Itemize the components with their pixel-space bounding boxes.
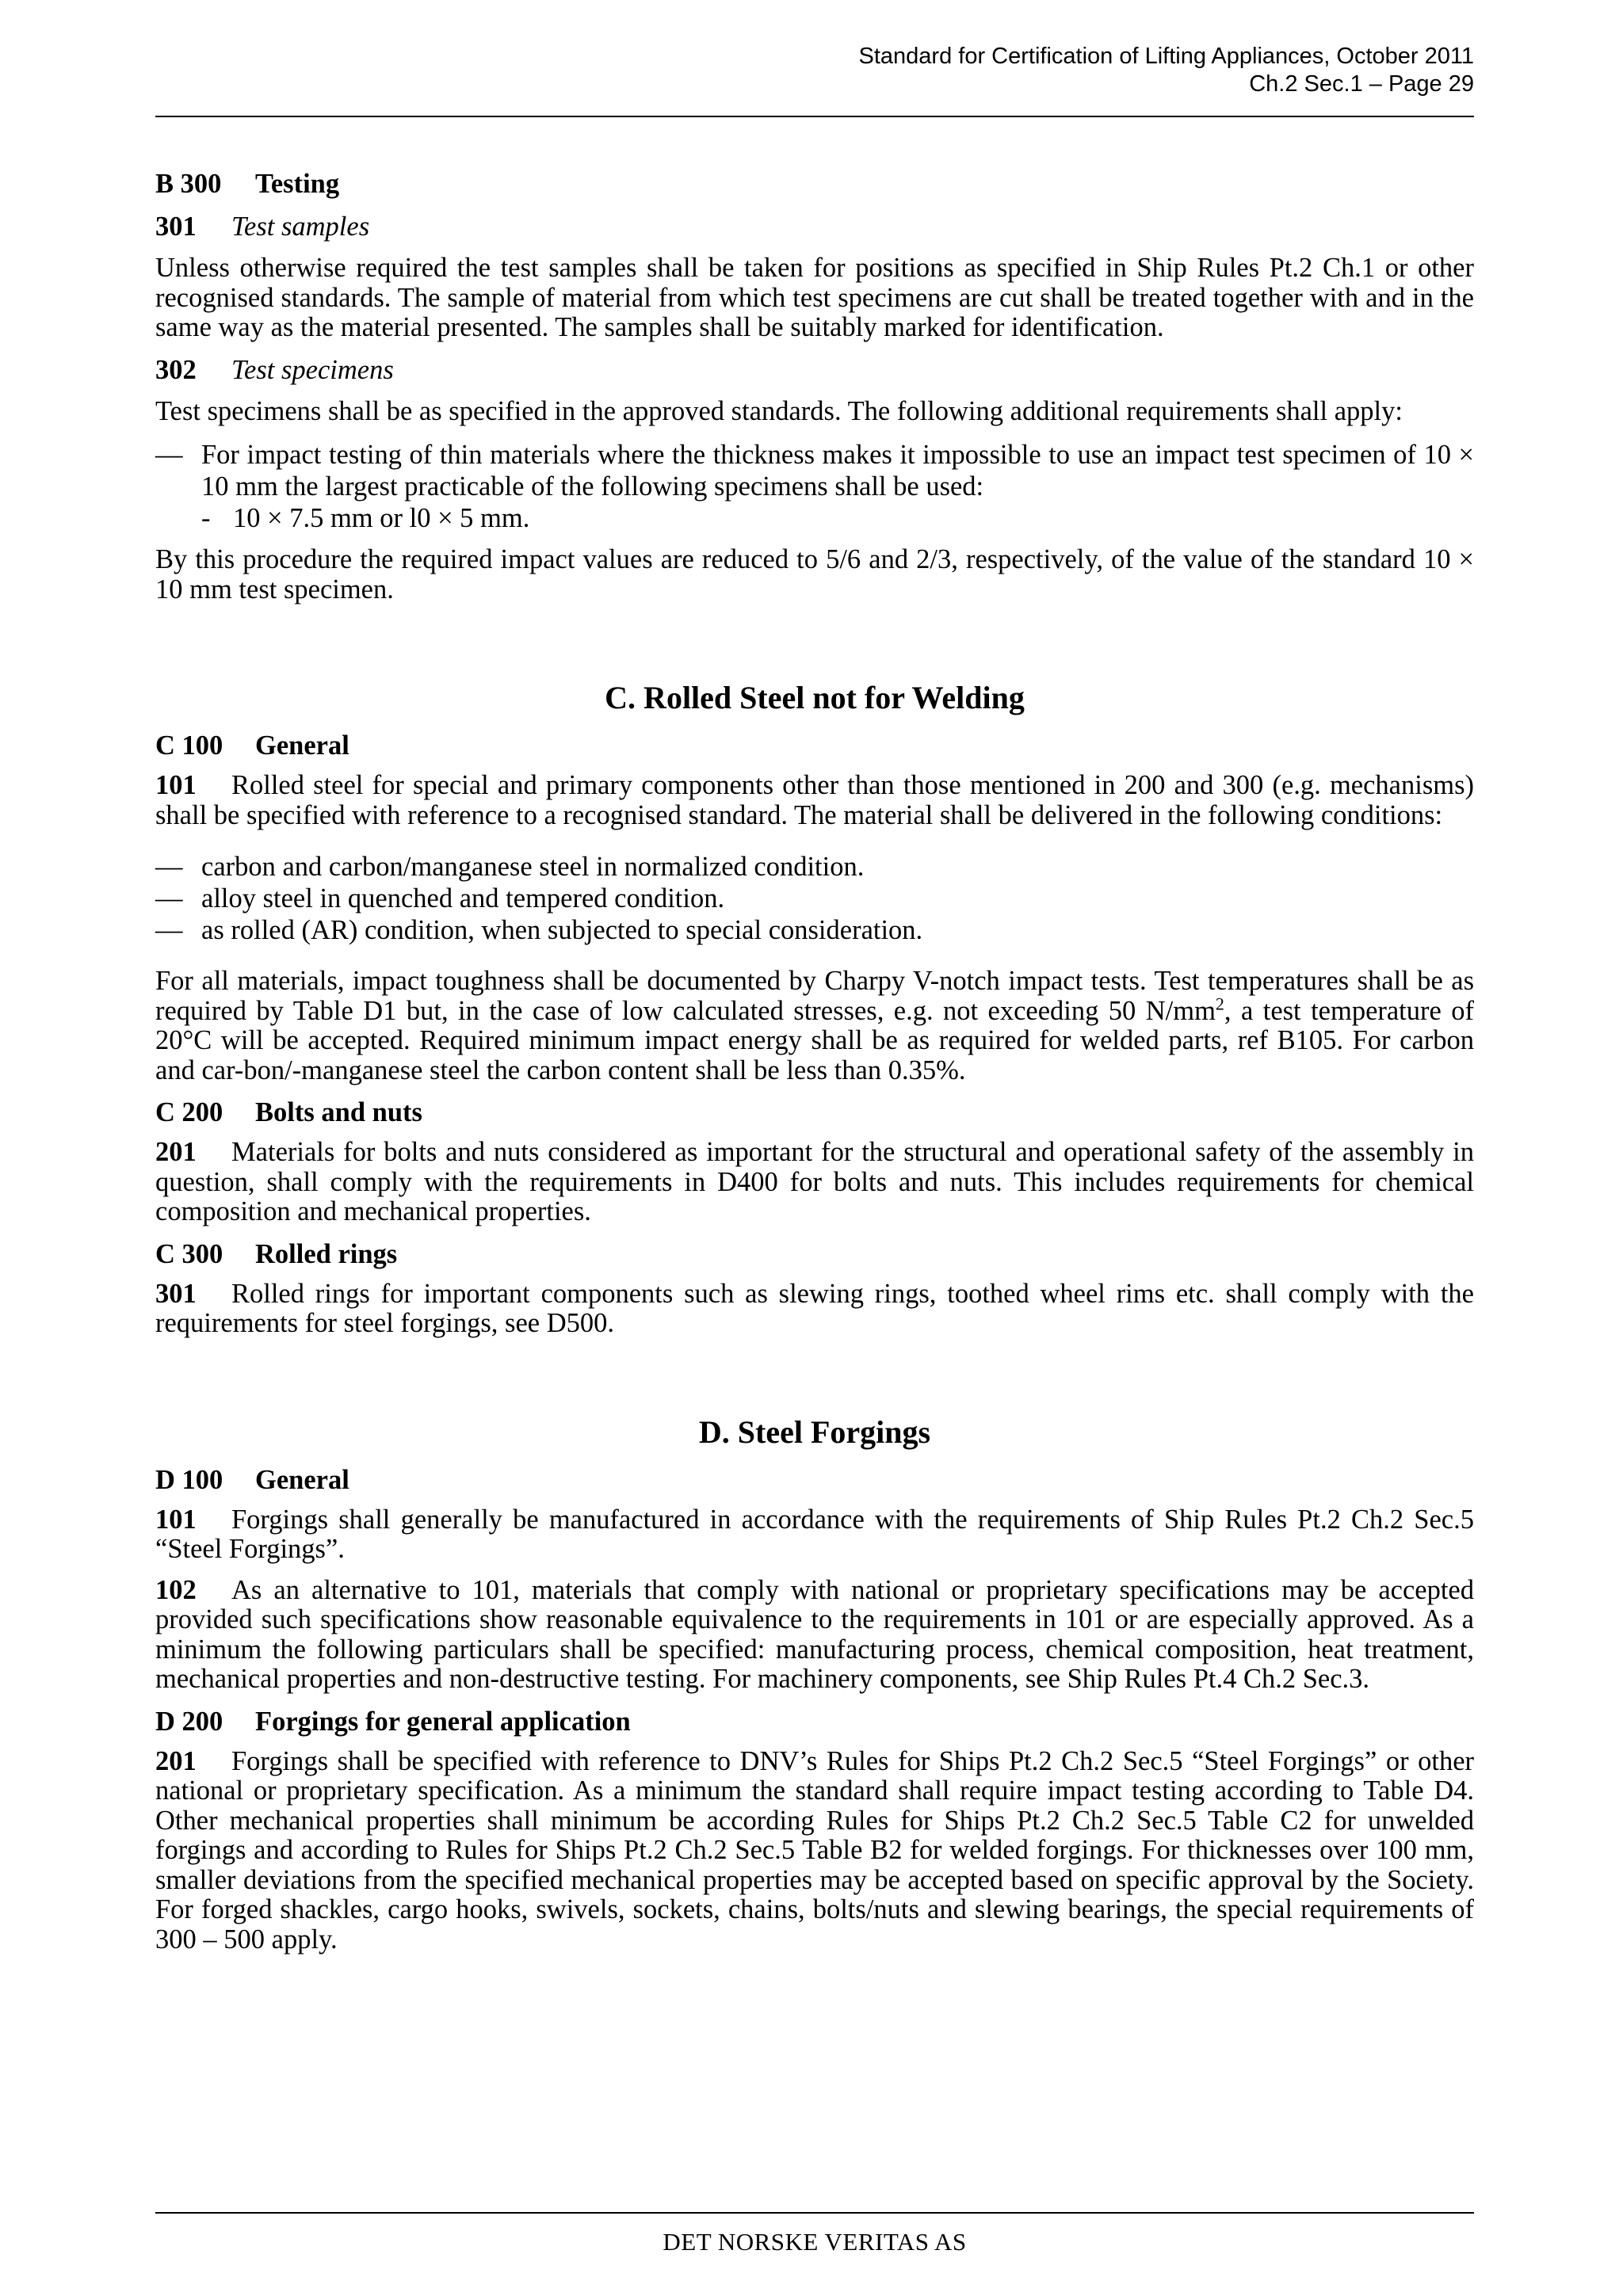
item-title: Test specimens — [231, 354, 394, 385]
subsection-number: D 200 — [155, 1706, 223, 1737]
paragraph-impact-values: By this procedure the required impact values are reduced to 5/6 and 2/3, respectively, of the value of the standard 10 × 10 mm test specimen. — [155, 544, 1474, 605]
running-footer: DET NORSKE VERITAS AS — [663, 2228, 967, 2256]
specimen-bullet-list — [155, 439, 1474, 502]
subsection-number: D 100 — [155, 1464, 223, 1495]
subsection-number: C 200 — [155, 1097, 223, 1127]
subsection-title: Forgings for general application — [255, 1706, 631, 1737]
paragraph-d101: 101 Forgings shall generally be manufactured in accordance with the requirements of Ship Rules Pt.2 Ch.2 Sec.5 “Steel Forgings”. — [155, 1504, 1474, 1564]
subsection-title: Rolled rings — [255, 1238, 398, 1269]
list-item: — as rolled (AR) condition, when subjected to special consideration. — [155, 915, 923, 945]
delivery-conditions-list — [155, 851, 1474, 946]
paragraph-test-samples: Unless otherwise required the test samples shall be taken for positions as specified in Ship Rules Pt.2 Ch.1 or other recognised standards. The sample of material from which test specimens are cut shall be treated together with and in the same way as the material presented. The samples shall be suitably marked for identification. — [155, 253, 1474, 342]
paragraph-c301: 301 Rolled rings for important components such as slewing rings, toothed wheel rims etc. shall comply with the requirements for steel forgings, see D500. — [155, 1278, 1474, 1338]
paragraph-d102: 102 As an alternative to 101, materials that comply with national or proprietary specifications may be accepted provided such specifications show reasonable equivalence to the requirements in 101 or are especially approved. As a minimum the following particulars shall be specified: manufacturing process, chemical composition, heat treatment, mechanical properties and non-destructive testing. For machinery components, see Ship Rules Pt.4 Ch.2 Sec.3. — [155, 1574, 1474, 1694]
paragraph-test-specimens: Test specimens shall be as specified in the approved standards. The following additional requirements shall apply: — [155, 395, 1403, 426]
dash-bullet: — — [155, 852, 183, 882]
list-item: — For impact testing of thin materials where the thickness makes it impossible to use an impact test specimen of 10 × 10 mm the largest practicable of the following specimens shall be used: — [155, 440, 1474, 502]
paragraph-d201: 201 Forgings shall be specified with reference to DNV’s Rules for Ships Pt.2 Ch.2 Sec.5 “Steel Forgings” or other national or proprietary specification. As a minimum the standard shall require impact testing according to Table D4. Other mechanical properties shall minimum be according Rules for Ships Pt.2 Ch.2 Sec.5 Table C2 for unwelded forgings and according to Rules for Ships Pt.2 Ch.2 Sec.5 Table B2 for welded forgings. For thicknesses over 100 mm, smaller deviations from the specified mechanical properties may be accepted based on specific approval by the Society. For forged shackles, cargo hooks, swivels, sockets, chains, bolts/nuts and slewing bearings, the special requirements of 300 – 500 apply. — [155, 1745, 1474, 1955]
list-item: — carbon and carbon/manganese steel in normalized condition. — [155, 852, 865, 882]
paragraph-number: 101 — [155, 1504, 197, 1535]
paragraph-number: 101 — [155, 770, 197, 800]
header-page-ref: Ch.2 Sec.1 – Page 29 — [1249, 71, 1474, 97]
paragraph-number: 201 — [155, 1745, 197, 1776]
paragraph-c101: 101 Rolled steel for special and primary components other than those mentioned in 200 and 300 (e.g. mechanisms) shall be specified with reference to a recognised standard. The material shall be delivered in the following conditions: — [155, 770, 1474, 830]
subsection-number: C 300 — [155, 1238, 223, 1269]
paragraph-number: 201 — [155, 1137, 197, 1167]
page-content — [155, 168, 1474, 1955]
subsection-title: General — [255, 1464, 349, 1495]
header-title: Standard for Certification of Lifting Appliances, October 2011 — [858, 44, 1474, 69]
subsection-heading-d100 — [155, 1464, 1474, 1496]
item-number: 301 — [155, 212, 197, 242]
superscript: 2 — [1215, 994, 1224, 1013]
item-heading-301 — [155, 211, 1474, 242]
subsection-title: Testing — [255, 169, 340, 199]
item-number: 302 — [155, 354, 197, 385]
list-item: - 10 × 7.5 mm or l0 × 5 mm. — [201, 503, 530, 533]
item-heading-302 — [155, 354, 1474, 386]
dash-bullet: — — [155, 883, 183, 913]
specimen-sub-list — [155, 502, 1474, 534]
hyphen-bullet: - — [201, 503, 211, 533]
subsection-heading-b300 — [155, 168, 1474, 200]
dash-bullet: — — [155, 440, 183, 470]
item-title: Test samples — [231, 212, 370, 242]
running-header — [859, 43, 1474, 98]
footer-rule — [155, 2212, 1474, 2214]
subsection-title: General — [255, 730, 349, 761]
subsection-title: Bolts and nuts — [255, 1097, 422, 1127]
paragraph-number: 102 — [155, 1574, 197, 1605]
list-item: — alloy steel in quenched and tempered condition. — [155, 883, 725, 913]
subsection-number: B 300 — [155, 169, 222, 199]
paragraph-impact-toughness: For all materials, impact toughness shall be documented by Charpy V-notch impact tests. Test temperatures shall be as required by Table D1 but, in the case of low calculated stresses, e.g. not exceeding 50 $N/mm^2$, a test temperature of 20°C will be accepted. Required minimum impact energy shall be as required for welded parts, ref B105. For carbon and car-bon/-manganese steel the carbon content shall be less than 0.35%. — [155, 966, 1474, 1085]
subsection-heading-c100 — [155, 730, 1474, 761]
dash-bullet: — — [155, 915, 183, 945]
paragraph-c201: 201 Materials for bolts and nuts considered as important for the structural and operational safety of the assembly in question, shall comply with the requirements in D400 for bolts and nuts. This includes requirements for chemical composition and mechanical properties. — [155, 1137, 1474, 1226]
section-title-d: D. Steel Forgings — [698, 1413, 931, 1450]
subsection-number: C 100 — [155, 730, 223, 761]
subsection-heading-d200 — [155, 1706, 1474, 1737]
subsection-heading-c200 — [155, 1097, 1474, 1128]
subsection-heading-c300 — [155, 1238, 1474, 1270]
header-rule — [155, 116, 1474, 117]
section-title-c: C. Rolled Steel not for Welding — [605, 680, 1025, 715]
paragraph-number: 301 — [155, 1278, 197, 1309]
